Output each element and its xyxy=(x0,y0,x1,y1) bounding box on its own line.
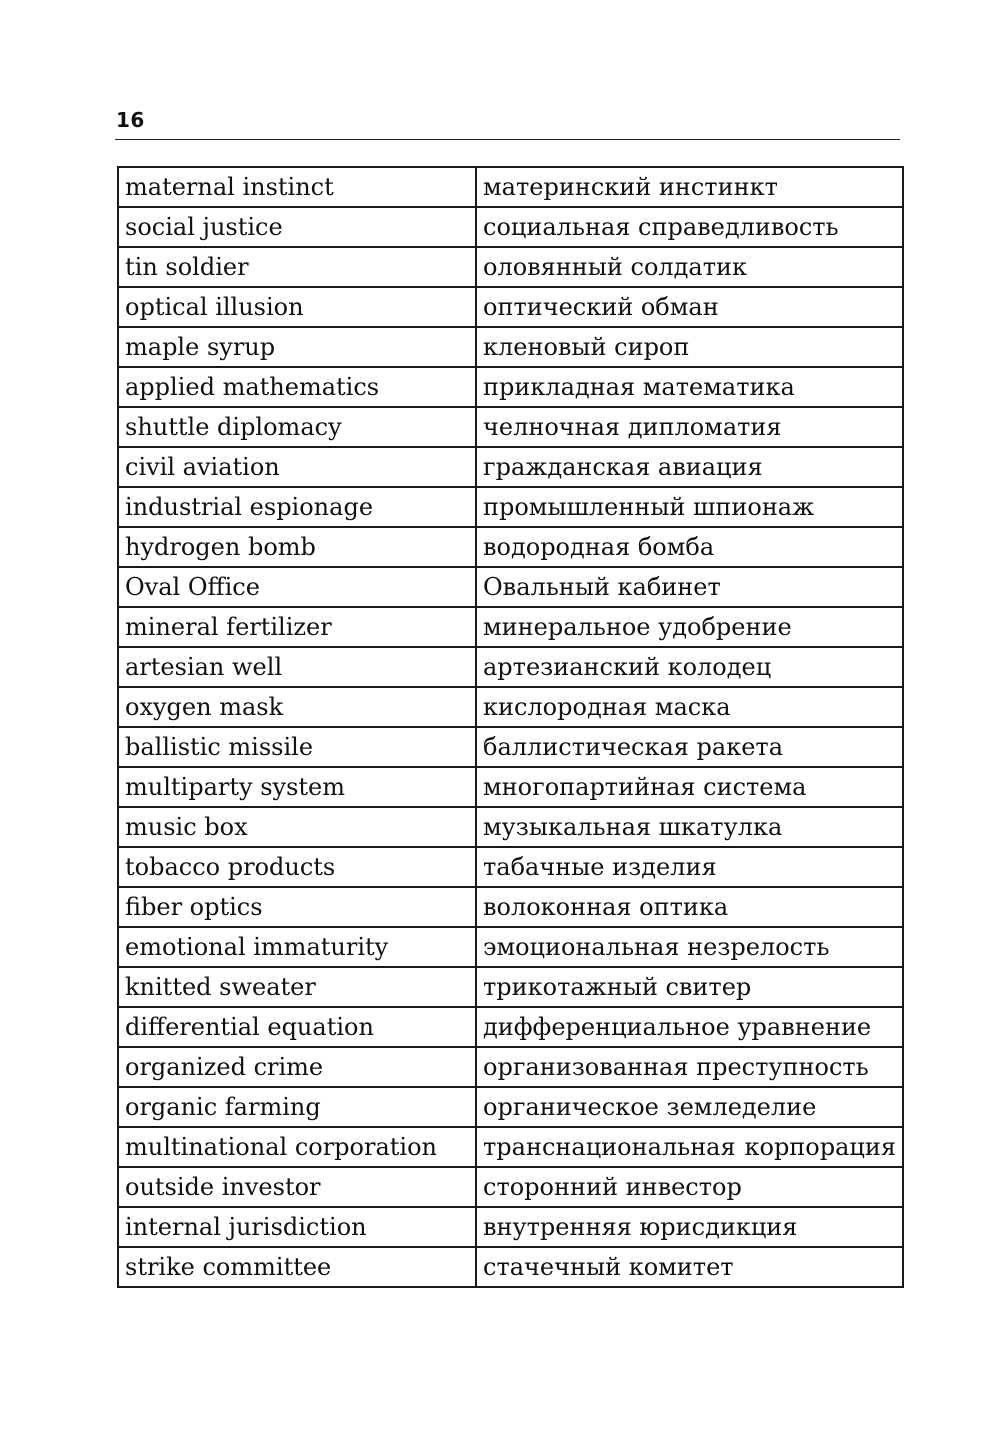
english-term: ballistic missile xyxy=(118,727,476,767)
russian-translation: промышленный шпионаж xyxy=(476,487,903,527)
english-term: social justice xyxy=(118,207,476,247)
table-row xyxy=(118,887,903,927)
english-term: knitted sweater xyxy=(118,967,476,1007)
table-row xyxy=(118,647,903,687)
table-row xyxy=(118,607,903,647)
english-term: hydrogen bomb xyxy=(118,527,476,567)
english-term: tobacco products xyxy=(118,847,476,887)
russian-translation: кислородная маска xyxy=(476,687,903,727)
english-term: maternal instinct xyxy=(118,167,476,207)
table-row xyxy=(118,287,903,327)
english-term: applied mathematics xyxy=(118,367,476,407)
russian-translation: материнский инстинкт xyxy=(476,167,903,207)
russian-translation: челночная дипломатия xyxy=(476,407,903,447)
table-row xyxy=(118,1127,903,1167)
english-term: organized crime xyxy=(118,1047,476,1087)
table-row xyxy=(118,967,903,1007)
table-row xyxy=(118,847,903,887)
russian-translation: сторонний инвестор xyxy=(476,1167,903,1207)
russian-translation: транснациональная корпорация xyxy=(476,1127,903,1167)
table-row xyxy=(118,367,903,407)
english-term: mineral fertilizer xyxy=(118,607,476,647)
russian-translation: органическое земледелие xyxy=(476,1087,903,1127)
english-term: civil aviation xyxy=(118,447,476,487)
table-row xyxy=(118,447,903,487)
russian-translation: гражданская авиация xyxy=(476,447,903,487)
table-row xyxy=(118,927,903,967)
russian-translation: прикладная математика xyxy=(476,367,903,407)
english-term: emotional immaturity xyxy=(118,927,476,967)
table-row xyxy=(118,1207,903,1247)
russian-translation: стачечный комитет xyxy=(476,1247,903,1287)
table-row xyxy=(118,1007,903,1047)
table-row xyxy=(118,727,903,767)
english-term: internal jurisdiction xyxy=(118,1207,476,1247)
table-row xyxy=(118,767,903,807)
russian-translation: баллистическая ракета xyxy=(476,727,903,767)
table-row xyxy=(118,327,903,367)
russian-translation: трикотажный свитер xyxy=(476,967,903,1007)
english-term: artesian well xyxy=(118,647,476,687)
english-term: differential equation xyxy=(118,1007,476,1047)
russian-translation: оловянный солдатик xyxy=(476,247,903,287)
english-term: optical illusion xyxy=(118,287,476,327)
english-term: fiber optics xyxy=(118,887,476,927)
russian-translation: дифференциальное уравнение xyxy=(476,1007,903,1047)
table-row xyxy=(118,807,903,847)
vocabulary-table xyxy=(117,166,904,1288)
english-term: multiparty system xyxy=(118,767,476,807)
english-term: maple syrup xyxy=(118,327,476,367)
english-term: oxygen mask xyxy=(118,687,476,727)
russian-translation: минеральное удобрение xyxy=(476,607,903,647)
english-term: outside investor xyxy=(118,1167,476,1207)
table-row xyxy=(118,207,903,247)
russian-translation: эмоциональная незрелость xyxy=(476,927,903,967)
table-row xyxy=(118,1087,903,1127)
english-term: strike committee xyxy=(118,1247,476,1287)
russian-translation: водородная бомба xyxy=(476,527,903,567)
table-row xyxy=(118,487,903,527)
english-term: music box xyxy=(118,807,476,847)
table-row xyxy=(118,1047,903,1087)
russian-translation: музыкальная шкатулка xyxy=(476,807,903,847)
russian-translation: организованная преступность xyxy=(476,1047,903,1087)
russian-translation: артезианский колодец xyxy=(476,647,903,687)
russian-translation: кленовый сироп xyxy=(476,327,903,367)
table-row xyxy=(118,687,903,727)
english-term: organic farming xyxy=(118,1087,476,1127)
table-row xyxy=(118,407,903,447)
russian-translation: Овальный кабинет xyxy=(476,567,903,607)
page-number: 16 xyxy=(116,108,145,132)
russian-translation: оптический обман xyxy=(476,287,903,327)
english-term: industrial espionage xyxy=(118,487,476,527)
russian-translation: социальная справедливость xyxy=(476,207,903,247)
english-term: shuttle diplomacy xyxy=(118,407,476,447)
english-term: Oval Office xyxy=(118,567,476,607)
table-row xyxy=(118,527,903,567)
russian-translation: табачные изделия xyxy=(476,847,903,887)
russian-translation: волоконная оптика xyxy=(476,887,903,927)
russian-translation: многопартийная система xyxy=(476,767,903,807)
table-row xyxy=(118,1247,903,1287)
table-row xyxy=(118,167,903,207)
russian-translation: внутренняя юрисдикция xyxy=(476,1207,903,1247)
header-rule xyxy=(115,139,900,140)
table-row xyxy=(118,247,903,287)
table-row xyxy=(118,1167,903,1207)
table-row xyxy=(118,567,903,607)
english-term: multinational corporation xyxy=(118,1127,476,1167)
english-term: tin soldier xyxy=(118,247,476,287)
